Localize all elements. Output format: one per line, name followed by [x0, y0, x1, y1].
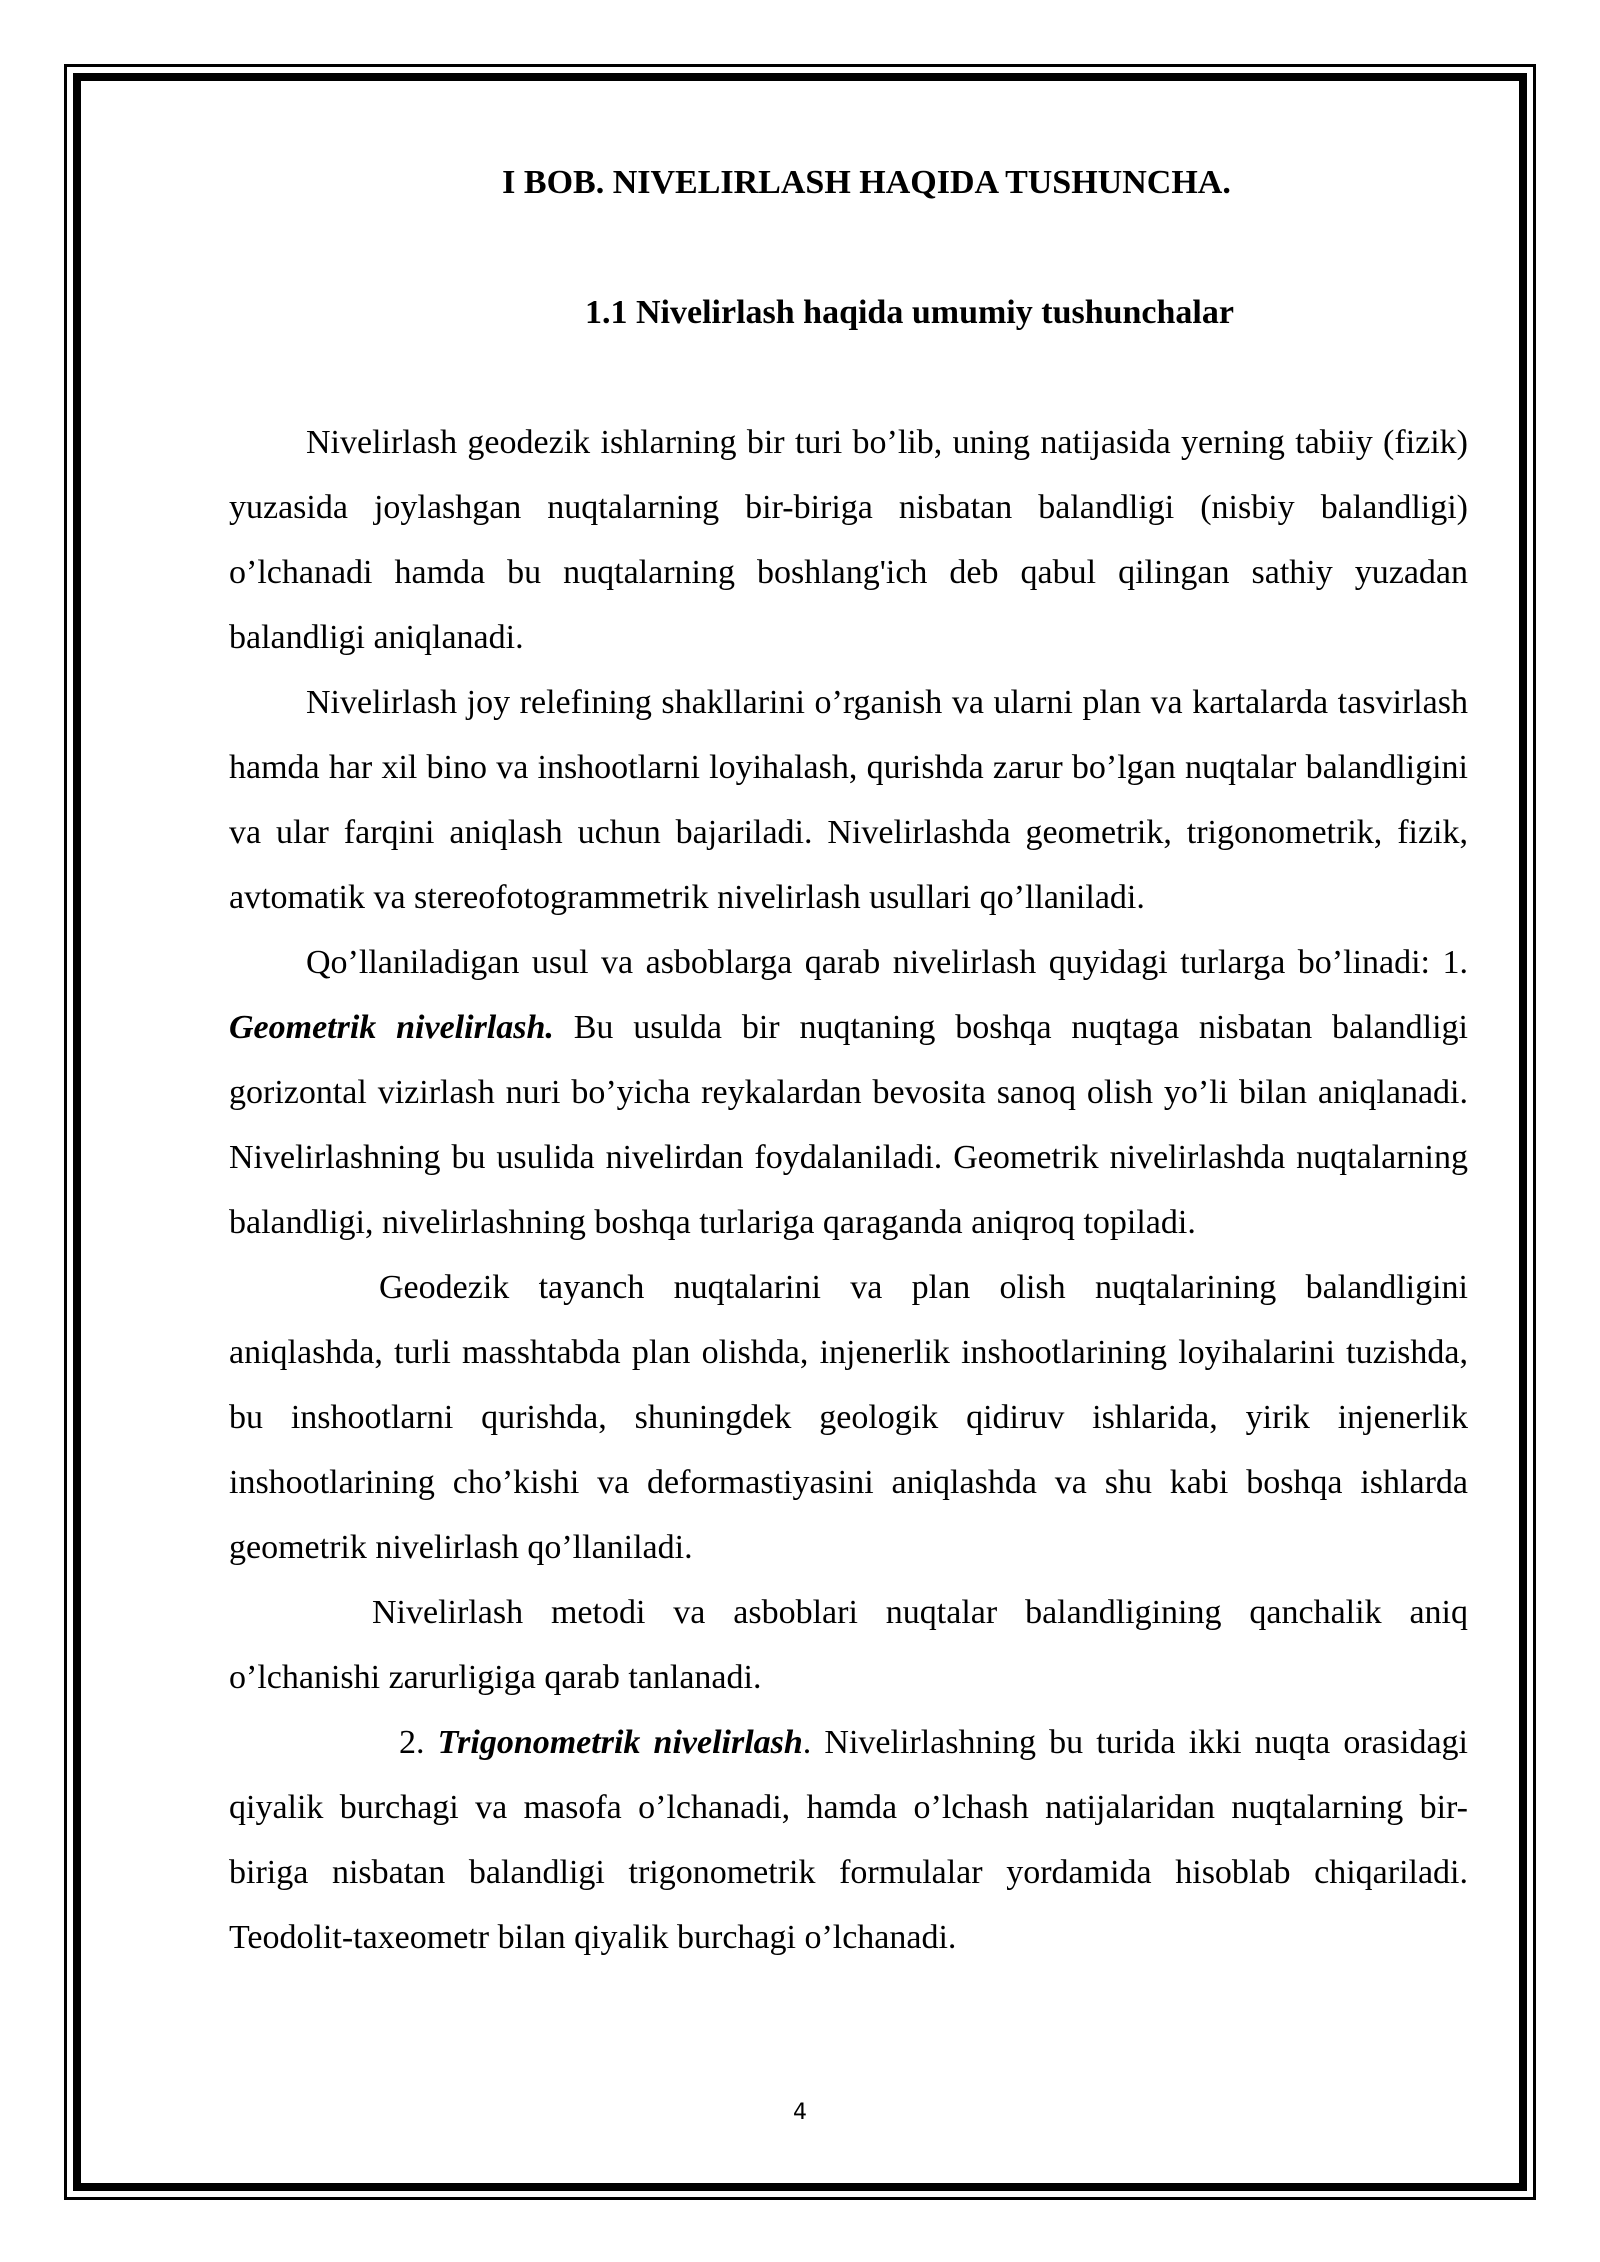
document-body	[229, 150, 1468, 1970]
paragraphs	[229, 410, 1468, 1970]
paragraph-4: Geodezik tayanch nuqtalarini va plan olish nuqtalarining balandligini aniqlashda, turli masshtabda plan olishda, injenerlik inshootlarining loyihalarini tuzishda, bu inshootlarni qurishda, shuningdek geologik qidiruv ishlarida, yirik injenerlik inshootlarining cho’kishi va deformastiyasini aniqlashda va shu kabi boshqa ishlarda geometrik nivelirlash qo’llaniladi.	[229, 1269, 1468, 1566]
paragraph-6-text: . Nivelirlashning bu turida ikki nuqta orasidagi qiyalik burchagi va masofa o’lchanadi, hamda o’lchash natijalaridan nuqtalarning bir-biriga nisbatan balandligi trigonometrik formulalar yordamida hisoblab chiqariladi. Teodolit-taxeometr bilan qiyalik burchagi o’lchanadi.	[229, 1724, 1468, 1956]
paragraph-3-text: Bu usulda bir nuqtaning boshqa nuqtaga nisbatan balandligi gorizontal vizirlash nuri bo’yicha reykalardan bevosita sanoq olish yo’li bilan aniqlanadi. Nivelirlashning bu usulida nivelirdan foydalaniladi. Geometrik nivelirlashda nuqtalarning balandligi, nivelirlashning boshqa turlariga qaraganda aniqroq topiladi.	[229, 1009, 1468, 1241]
paragraph-6	[229, 1710, 1468, 1970]
paragraph-5: Nivelirlash metodi va asboblari nuqtalar balandligining qanchalik aniq o’lchanishi zarurligiga qarab tanlanadi.	[229, 1594, 1468, 1696]
geometric-leveling-term: Geometrik nivelirlash.	[229, 1009, 554, 1046]
section-title: 1.1 Nivelirlash haqida umumiy tushunchalar	[585, 294, 1234, 331]
paragraph-1: Nivelirlash geodezik ishlarning bir turi bo’lib, uning natijasida yerning tabiiy (fizik) yuzasida joylashgan nuqtalarning bir-biriga nisbatan balandligi (nisbiy balandligi) o’lchanadi hamda bu nuqtalarning boshlang'ich deb qabul qilingan sathiy yuzadan balandligi aniqlanadi.	[229, 424, 1468, 656]
trigonometric-leveling-term: Trigonometrik nivelirlash	[437, 1724, 803, 1761]
page-number: 4	[793, 2100, 807, 2125]
paragraph-3-intro: Qo’llaniladigan usul va asboblarga qarab nivelirlash quyidagi turlarga bo’linadi: 1.	[306, 944, 1468, 981]
paragraph-3	[229, 930, 1468, 1255]
chapter-title: I BOB. NIVELIRLASH HAQIDA TUSHUNCHA.	[502, 164, 1231, 201]
paragraph-6-intro: 2.	[399, 1724, 438, 1761]
paragraph-2: Nivelirlash joy relefining shakllarini o’rganish va ularni plan va kartalarda tasvirlash hamda har xil bino va inshootlarni loyihalash, qurishda zarur bo’lgan nuqtalar balandligini va ular farqini aniqlash uchun bajariladi. Nivelirlashda geometrik, trigonometrik, fizik, avtomatik va stereofotogrammetrik nivelirlash usullari qo’llaniladi.	[229, 684, 1468, 916]
